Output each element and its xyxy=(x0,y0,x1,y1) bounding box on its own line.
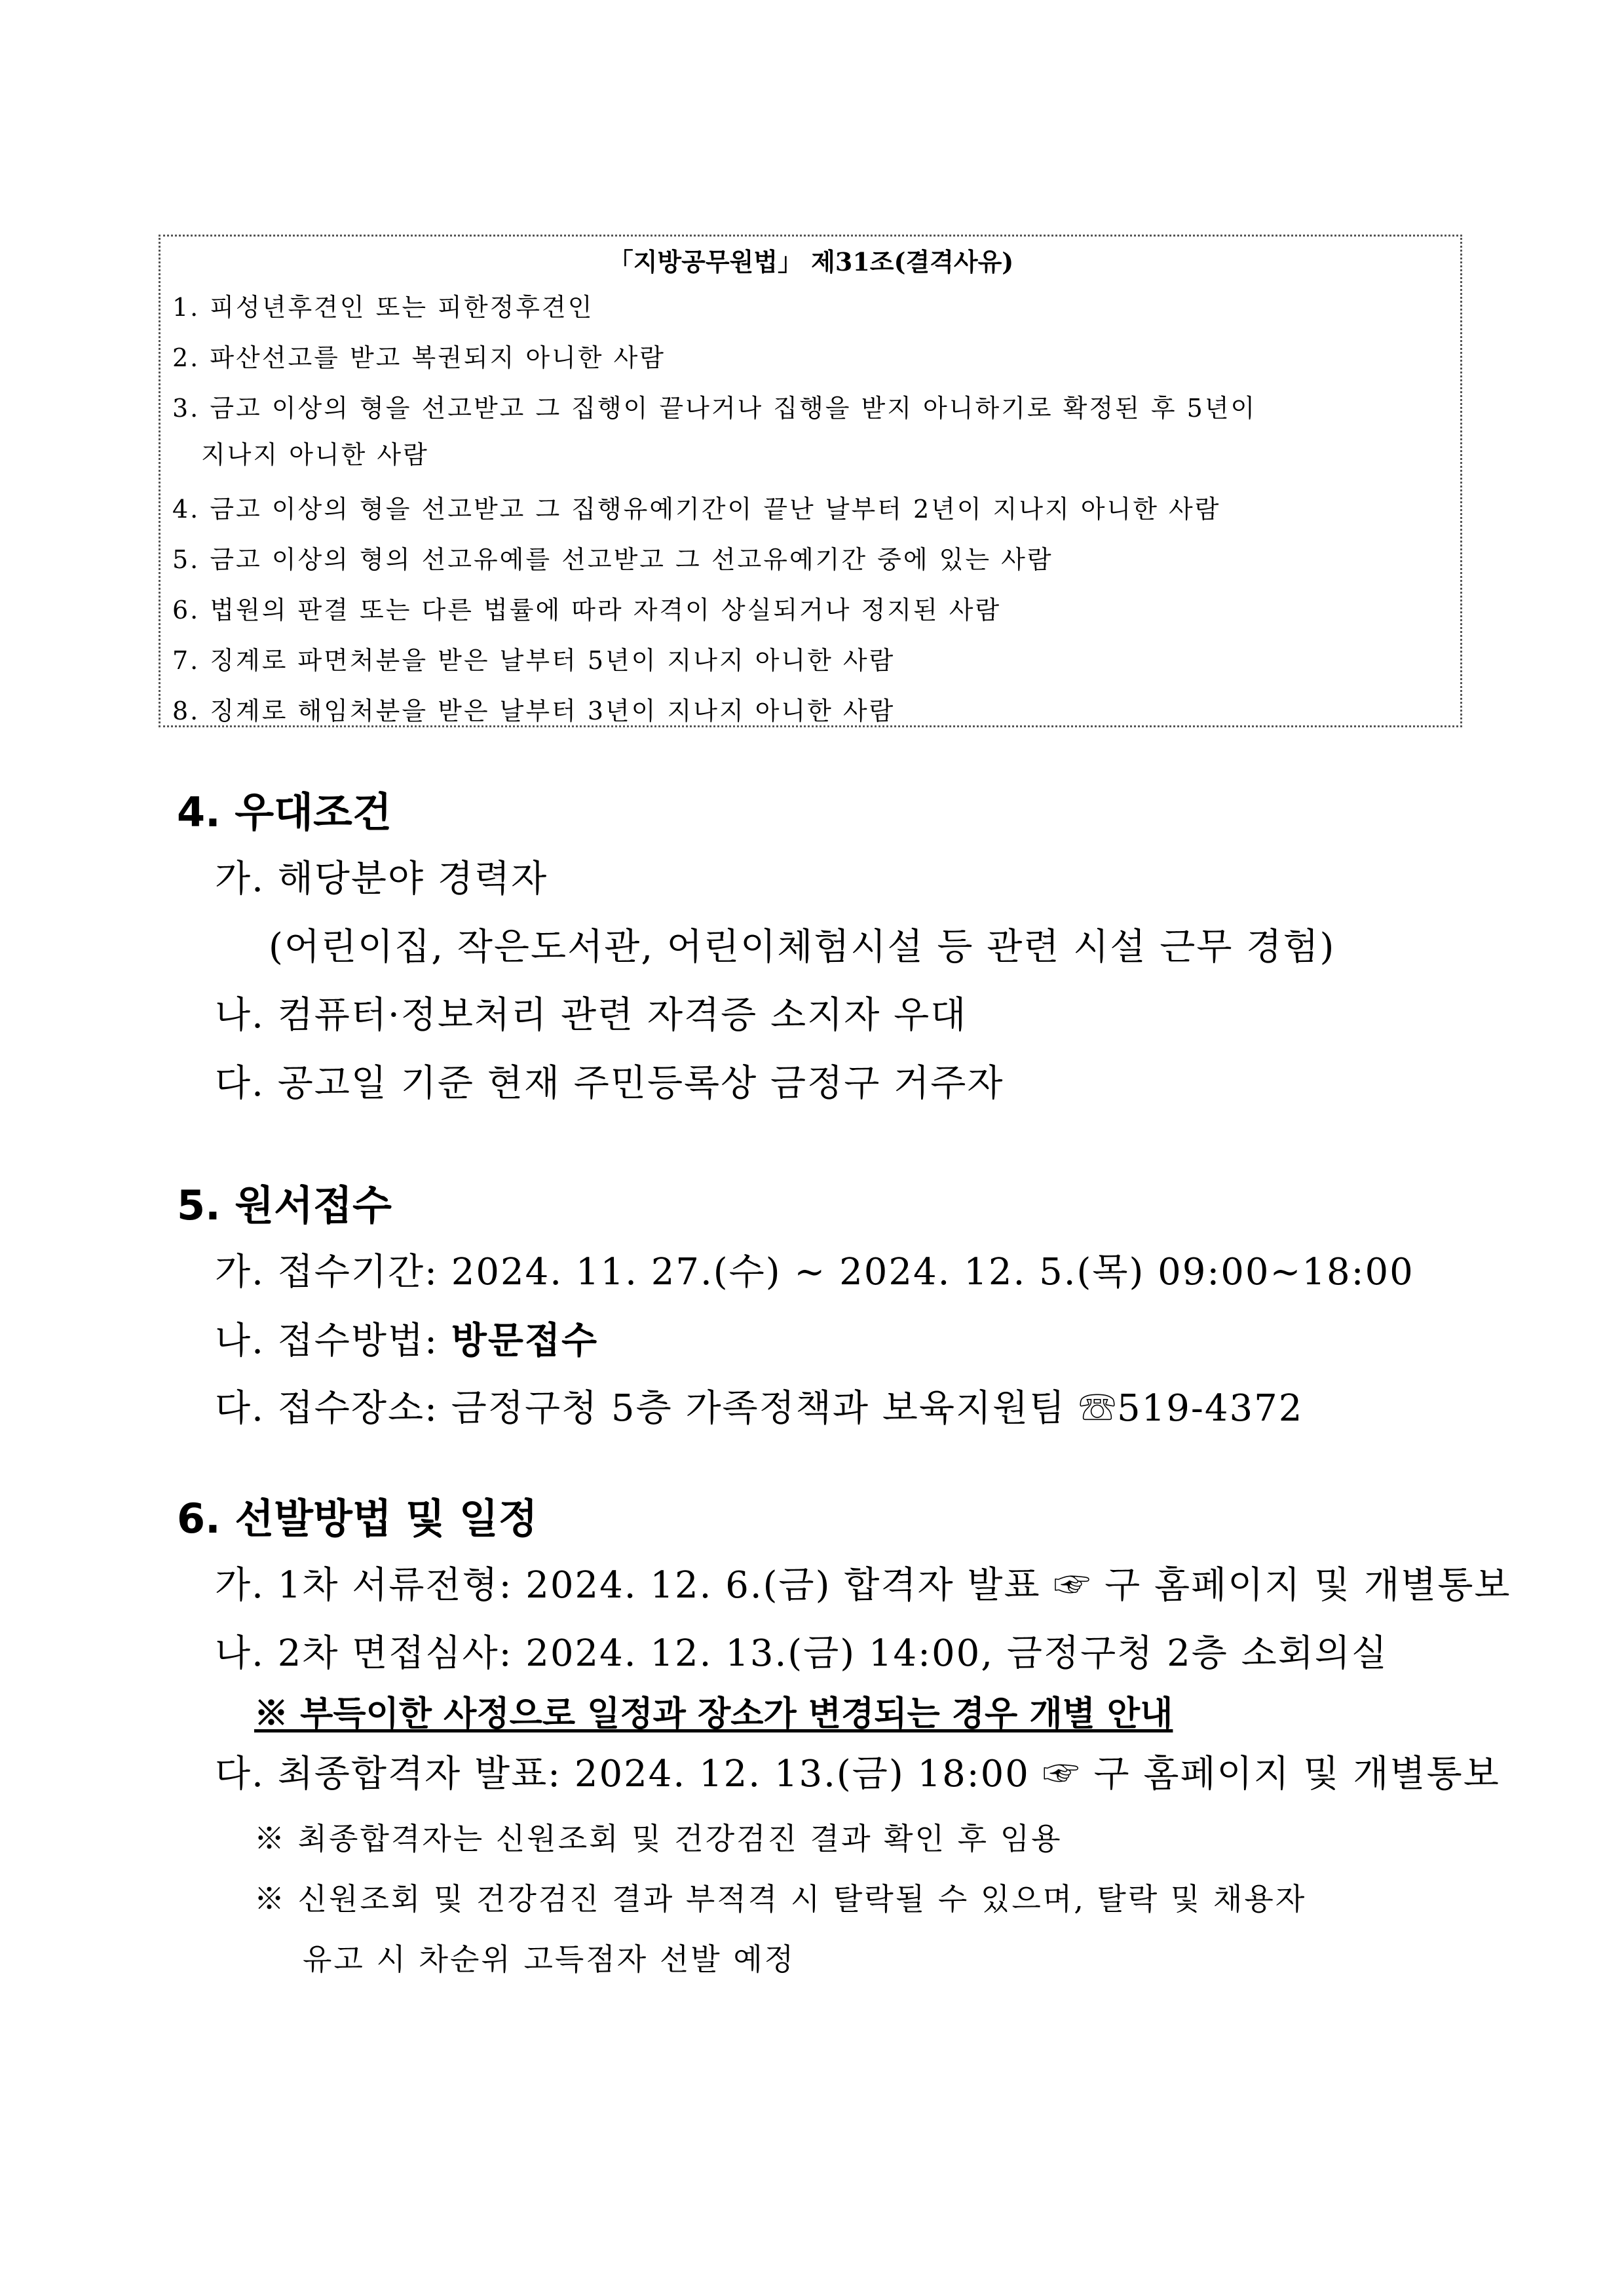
law-item-8: 8. 징계로 해임처분을 받은 날부터 3년이 지나지 아니한 사람 xyxy=(172,697,896,725)
section-5-item-na-value: 방문접수 xyxy=(451,1319,599,1362)
section-6-heading: 6. 선발방법 및 일정 xyxy=(177,1495,538,1542)
section-5-item-na-label: 나. 접수방법: xyxy=(215,1320,451,1362)
section-selection-schedule xyxy=(177,1486,1511,1989)
law-item-4: 4. 금고 이상의 형을 선고받고 그 집행유예기간이 끝난 날부터 2년이 지나지 아니한 사람 xyxy=(172,495,1221,524)
section-6-notice-text: ※ 부득이한 사정으로 일정과 장소가 변경되는 경우 개별 안내 xyxy=(254,1694,1173,1734)
law-item-3-continued: 지나지 아니한 사람 xyxy=(201,440,429,469)
section-4-item-da: 다. 공고일 기준 현재 주민등록상 금정구 거주자 xyxy=(215,1062,1004,1105)
law-item-7: 7. 징계로 파면처분을 받은 날부터 5년이 지나지 아니한 사람 xyxy=(172,646,896,675)
section-6-item-da: 다. 최종합격자 발표: 2024. 12. 13.(금) 18:00 ☞ 구 홈페이지 및 개별통보 xyxy=(215,1753,1500,1795)
section-4-item-ga: 가. 해당분야 경력자 xyxy=(215,858,548,900)
section-application-receipt xyxy=(177,1173,1487,1443)
law-item-2: 2. 파산선고를 받고 복권되지 아니한 사람 xyxy=(172,343,666,372)
law-item-5: 5. 금고 이상의 형의 선고유예를 선고받고 그 선고유예기간 중에 있는 사람 xyxy=(172,545,1053,574)
section-preferential-conditions xyxy=(177,780,1487,1118)
section-5-item-ga: 가. 접수기간: 2024. 11. 27.(수) ~ 2024. 12. 5.(목) 09:00~18:00 xyxy=(215,1251,1414,1293)
section-5-item-da: 다. 접수장소: 금정구청 5층 가족정책과 보육지원팀 ☏519-4372 xyxy=(215,1387,1304,1430)
law-disqualification-box xyxy=(159,235,1462,727)
section-4-heading: 4. 우대조건 xyxy=(177,788,392,836)
section-6-note-2-continued: 유고 시 차순위 고득점자 선발 예정 xyxy=(303,1942,796,1977)
section-6-notice-bold xyxy=(177,1688,1487,1740)
law-item-1: 1. 피성년후견인 또는 피한정후견인 xyxy=(172,293,594,322)
law-box-title: 「지방공무원법」 제31조(결격사유) xyxy=(608,247,1014,277)
section-5-heading: 5. 원서접수 xyxy=(177,1181,392,1229)
law-item-6: 6. 법원의 판결 또는 다른 법률에 따라 자격이 상실되거나 정지된 사람 xyxy=(172,596,1002,624)
section-4-item-na: 나. 컴퓨터·정보처리 관련 자격증 소지자 우대 xyxy=(215,994,968,1037)
section-6-note-1: ※ 최종합격자는 신원조회 및 건강검진 결과 확인 후 임용 xyxy=(254,1821,1063,1856)
section-6-item-na: 나. 2차 면접심사: 2024. 12. 13.(금) 14:00, 금정구청 2층 소회의실 xyxy=(215,1632,1388,1675)
section-4-item-ga-detail: (어린이집, 작은도서관, 어린이체험시설 등 관련 시설 근무 경험) xyxy=(269,926,1336,968)
section-6-note-2: ※ 신원조회 및 건강검진 결과 부적격 시 탈락될 수 있으며, 탈락 및 채용자 xyxy=(254,1881,1307,1917)
law-item-3: 3. 금고 이상의 형을 선고받고 그 집행이 끝나거나 집행을 받지 아니하기로 확정된 후 5년이 xyxy=(172,394,1257,423)
section-6-item-ga: 가. 1차 서류전형: 2024. 12. 6.(금) 합격자 발표 ☞ 구 홈페이지 및 개별통보 xyxy=(215,1564,1511,1607)
section-5-item-na xyxy=(177,1307,1487,1375)
